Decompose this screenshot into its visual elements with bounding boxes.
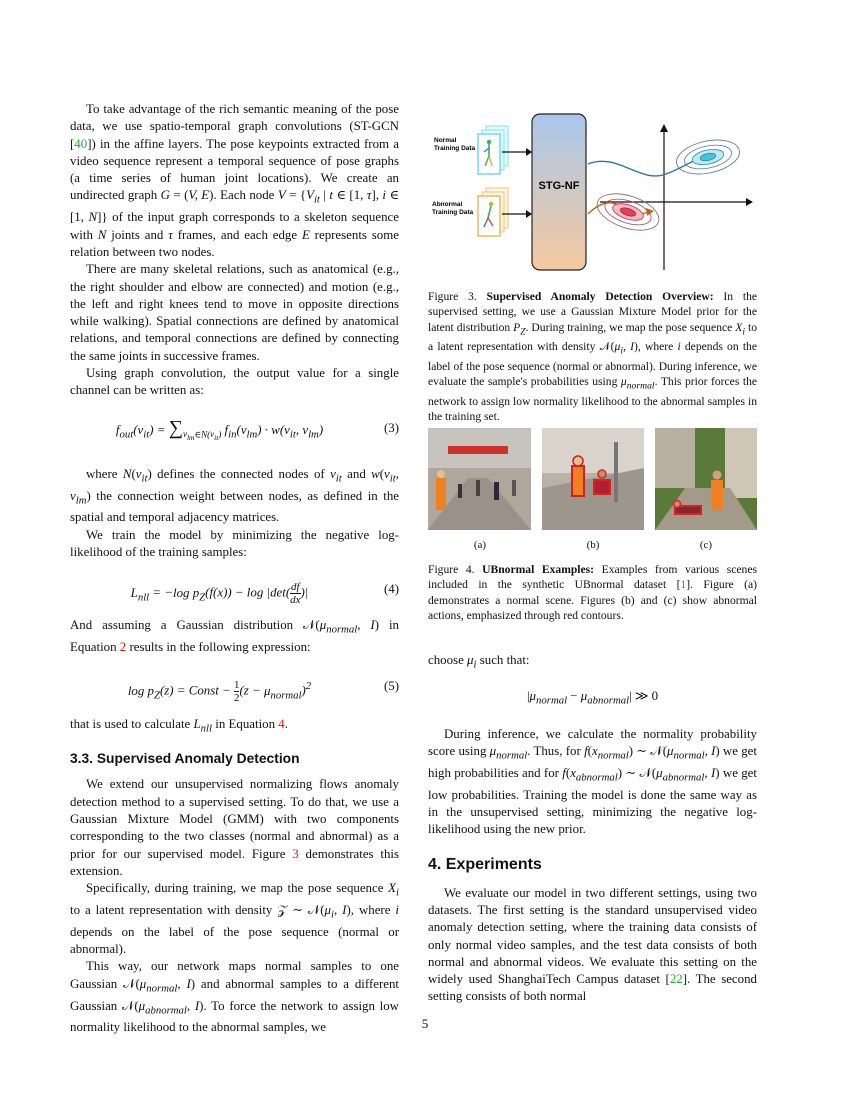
equation-separation: $|\mu_{normal} - \mu_{abnormal}|$ ≫ 0: [526, 688, 659, 707]
paragraph-relations: There are many skeletal relations, such as anatomical (e.g., the right shoulder and elbow are connected) and motion (e.g., the left and right knees tend to move in opposite directions while walking). Spatial connections are defined by anatomical relations, and temporal connections are defined by connecting the same joints in successive frames.: [70, 262, 399, 363]
normal-label-2: Training Data: [434, 145, 476, 152]
abnormal-data-stack: [478, 188, 508, 236]
equation-5-number: (5): [383, 679, 399, 694]
section-heading-4: 4. Experiments: [428, 855, 542, 873]
equation-3-number: (3): [383, 420, 399, 435]
paragraph-train: We train the model by minimizing the negative log-likelihood of the training samples:: [70, 527, 399, 559]
paragraph-inference: During inference, we calculate the normality probability score using $\mu_{normal}$. Thus, for $f(x_{normal})$ ∼ $𝒩(\mu_{normal}$, I) we get high probabilities and for $f(x_{abnormal})$ ∼ $𝒩(\mu_{abnormal}$, I) we get low probabilities. Training the model is done the same way as in the unsupervised setting, minimizing the negative log-likelihood using the new prior.: [428, 726, 757, 837]
subfigure-label-a: (a): [473, 539, 487, 551]
ubnormal-image-b: [542, 428, 644, 530]
stg-nf-box: [532, 114, 586, 270]
equation-5: $\log p_Z(z)$ = Const − $\frac{1}{2}$ $(z - \mu_{normal})^2$ (5): [127, 679, 399, 705]
paragraph-extend: We extend our unsupervised normalizing flows anomaly detection method to a supervised setting. To do that, we use a Gaussian Mixture Model (GMM) with two components corresponding to the two classes (normal and abnormal) as a prior for our supervised model. Figure 3 demonstrates this extension.: [70, 777, 399, 878]
equation-4: $L_{nll} = -\log$ $p_Z(f(x)) - \log |\det$( $\frac{df}{dx}$ )| (4): [130, 581, 399, 607]
paragraph-stgcn: To take advantage of the rich semantic meaning of the pose data, we use spatio-temporal graph convolutions (ST-GCN [40]) in the affine layers. The pose keypoints extracted from a video sequence represent a temporal sequence of pose graphs (a time series of human joint locations). We create an undirected graph G = (V, E). Each node $V = \{V_{it}$ | t ∈ [1, τ], i ∈ [1, N]} of the input graph corresponds to a skeleton sequence with N joints and τ frames, and each edge E represents some relation between two nodes.: [70, 102, 400, 259]
normal-label: Normal: [434, 137, 457, 144]
paragraph-specifically: Specifically, during training, we map the pose sequence $X_i$ to a latent representation with density 𝒵 ∼ $𝒩(\mu_i$, I), where i depends on the label of the pose sequence (normal or abnormal).: [70, 881, 399, 957]
left-column: [70, 101, 399, 1037]
right-column: [428, 652, 757, 1006]
paragraph-where: where $N(v_{it})$ defines the connected nodes of $v_{it}$ and $w(v_{it}$, $v_{lm}$) the connection weight between nodes, as defined in the spatial and temporal adjacency matrices.: [70, 466, 399, 525]
paragraph-lnll: that is used to calculate $L_{nll}$ in Equation 4.: [70, 717, 288, 736]
paragraph-gaussian: And assuming a Gaussian distribution $𝒩(\mu_{normal}$, I) in Equation 2 results in the following expression:: [70, 618, 399, 655]
ubnormal-image-c: [655, 428, 757, 530]
paragraph-choose: choose $\mu_i$ such that:: [428, 653, 530, 671]
equation-3: $f_{out}(v_{it}) = \sum_{v_{lm}\in N(v_{it})}$ $f_{in}(v_{lm}) \cdot w(v_{it}$, $v_{lm}$) (3): [115, 416, 399, 442]
normal-data-stack: [478, 126, 508, 174]
paragraph-graph-conv: Using graph convolution, the output value for a single channel can be written as:: [70, 366, 399, 398]
equation-4-number: (4): [383, 582, 399, 597]
abnormal-label-2: Training Data: [432, 209, 474, 216]
stg-nf-label: STG-NF: [538, 180, 580, 192]
subfigure-label-c: (c): [699, 539, 713, 551]
figure-3-diagram: [428, 112, 758, 277]
paragraph-this-way: This way, our network maps normal samples to one Gaussian $𝒩(\mu_{normal}$, I) and abnormal samples to a different Gaussian $𝒩(\mu_{abnormal}$, I). To force the network to assign low normality likelihood to the abnormal samples, we: [70, 959, 399, 1035]
abnormal-label: Abnormal: [432, 201, 463, 208]
figure-4-caption: Figure 4. UBnormal Examples: Examples from various scenes included in the synthetic UBnormal dataset [1]. Figure (a) demonstrates a normal scene. Figures (b) and (c) show abnormal actions, emphasized through red contours.: [428, 563, 757, 622]
abnormal-gaussian-contour: [593, 187, 664, 237]
normal-gaussian-contour: [673, 135, 742, 180]
figure-3-caption: Figure 3. Supervised Anomaly Detection Overview: In the supervised setting, we use a Gaussian Mixture Model prior for the latent distribution $P_Z$. During training, we map the pose sequence $X_i$ to a latent representation with density $𝒩(\mu_i$, I), where i depends on the label of the pose sequence (normal or abnormal). During inference, we evaluate the sample's probabilities using $\mu_{normal}$. This prior forces the network to assign low normality likelihood to the abnormal samples in the training set.: [428, 290, 758, 424]
paragraph-experiments: We evaluate our model in two different settings, using two datasets. The first setting is the standard unsupervised video anomaly detection setting, where the training data consists of only normal video samples, and the test data consists of both normal and abnormal videos. We evaluate this setting on the widely used ShanghaiTech Campus dataset [22]. The second setting consists of both normal: [428, 885, 757, 1004]
page-number: 5: [421, 1016, 429, 1031]
subfigure-label-b: (b): [586, 539, 600, 551]
section-heading-3-3: 3.3. Supervised Anomaly Detection: [70, 751, 300, 767]
ubnormal-image-a: [428, 428, 531, 530]
